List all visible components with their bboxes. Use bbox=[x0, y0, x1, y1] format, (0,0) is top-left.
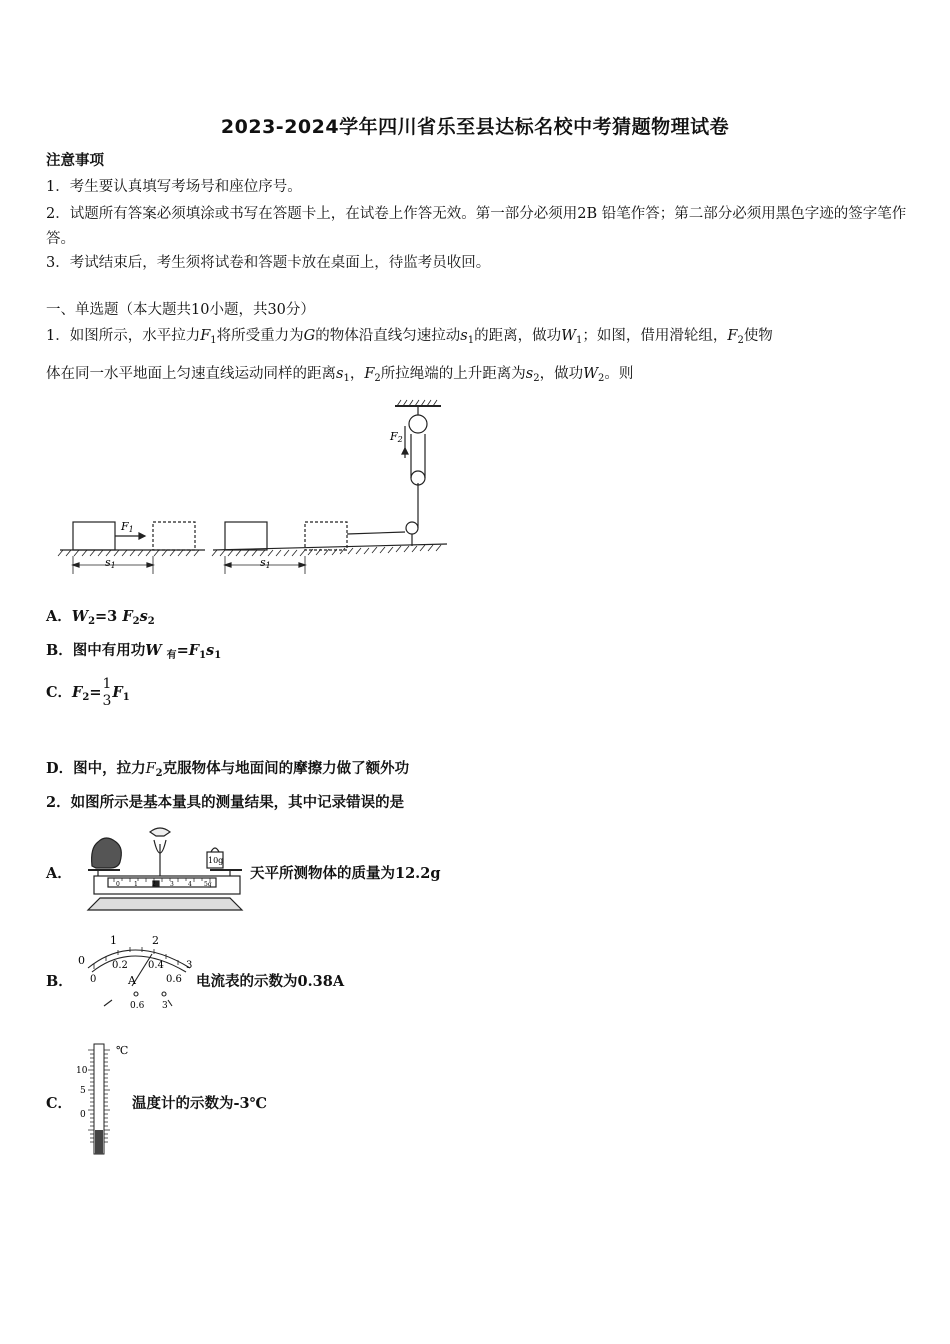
svg-text:4: 4 bbox=[188, 881, 192, 888]
svg-text:A: A bbox=[128, 974, 136, 987]
q1-movable-pulley bbox=[411, 471, 425, 485]
svg-text:10: 10 bbox=[76, 1066, 88, 1076]
svg-text:5: 5 bbox=[80, 1086, 86, 1096]
notice-item-2: 2．试题所有答案必须填涂或书写在答题卡上，在试卷上作答无效。第一部分必须用2B 铅笔作答；第二部分必须用黑色字迹的签字笔作答。 bbox=[46, 206, 907, 247]
svg-text:0.6: 0.6 bbox=[166, 974, 182, 985]
q1-option-d[interactable]: D．图中，拉力$F_2$克服物体与地面间的摩擦力做了额外功 bbox=[46, 760, 410, 779]
svg-text:1: 1 bbox=[134, 881, 138, 888]
svg-text:10g: 10g bbox=[208, 856, 224, 865]
svg-text:2: 2 bbox=[152, 881, 156, 888]
notice-item-3: 3．考试结束后，考生须将试卷和答题卡放在桌面上，待监考员收回。 bbox=[46, 255, 491, 271]
svg-text:5g: 5g bbox=[204, 881, 212, 888]
q1-label-F2: F2 bbox=[390, 430, 403, 444]
q1-label-s1-left: s1 bbox=[105, 556, 116, 570]
thermometer-figure bbox=[74, 1040, 134, 1158]
svg-text:0: 0 bbox=[116, 881, 120, 888]
section-heading: 一、单选题（本大题共10小题，共30分） bbox=[46, 302, 315, 318]
svg-text:3: 3 bbox=[170, 881, 174, 888]
q2-option-c-label[interactable]: C． bbox=[46, 1095, 73, 1112]
rock bbox=[92, 838, 122, 868]
svg-text:0: 0 bbox=[78, 954, 85, 967]
svg-text:℃: ℃ bbox=[116, 1044, 129, 1057]
svg-text:3: 3 bbox=[186, 960, 193, 971]
q2-option-b-label[interactable]: B． bbox=[46, 973, 73, 990]
q2-option-b-text: 电流表的示数为0.38A bbox=[196, 973, 345, 990]
notice-heading: 注意事项 bbox=[46, 152, 104, 169]
q1-option-a[interactable]: A．$W_2=3$ $F_2s_2$ bbox=[46, 608, 155, 627]
page-title: 2023-2024学年四川省乐至县达标名校中考猜题物理试卷 bbox=[220, 116, 730, 138]
q1-figure bbox=[55, 398, 455, 578]
q2-option-c-text: 温度计的示数为-3℃ bbox=[132, 1095, 267, 1112]
q1-fixed-pulley bbox=[409, 415, 427, 433]
svg-text:0.2: 0.2 bbox=[112, 960, 128, 971]
svg-text:2: 2 bbox=[152, 934, 159, 947]
q1-number: 1． bbox=[46, 328, 70, 344]
q1-option-c[interactable]: C．$F_2=$ 1 3 $F_1$ bbox=[46, 676, 130, 709]
q1-label-F1: F1 bbox=[121, 520, 134, 534]
q1-text-line2: 体在同一水平地面上匀速直线运动同样的距离$s_1$，$F_2$所拉绳端的上升距离为$s_2$，做功$W_2$。则 bbox=[46, 366, 634, 384]
q1-option-b[interactable]: B．图中有用功W $_有=F_1s_1$ bbox=[46, 642, 222, 661]
notice-item-1: 1．考生要认真填写考场号和座位序号。 bbox=[46, 179, 302, 195]
q1-label-s1-right: s1 bbox=[260, 556, 271, 570]
ammeter-figure bbox=[72, 928, 197, 1013]
q2-option-a-label[interactable]: A． bbox=[46, 865, 72, 882]
q1-block-left-dashed bbox=[153, 522, 195, 550]
q1-block-right bbox=[225, 522, 267, 550]
svg-text:0.6: 0.6 bbox=[130, 1001, 145, 1011]
q2-text: 2．如图所示是基本量具的测量结果，其中记录错误的是 bbox=[46, 794, 405, 811]
svg-text:0.4: 0.4 bbox=[148, 960, 164, 971]
q1-fraction: 1 3 bbox=[102, 676, 112, 709]
q1-block-right-dashed bbox=[305, 522, 347, 550]
q2-option-a-text: 天平所测物体的质量为12.2g bbox=[250, 865, 441, 882]
q1-block-left bbox=[73, 522, 115, 550]
balance-figure bbox=[80, 826, 250, 912]
svg-text:0: 0 bbox=[80, 1110, 86, 1120]
svg-text:3: 3 bbox=[162, 1001, 168, 1011]
q1-text-line1: 1．如图所示，水平拉力$F_1$将所受重力为G的物体沿直线匀速拉动$s_1$的距离，做功$W_1$；如图，借用滑轮组，$F_2$使物 bbox=[46, 328, 773, 346]
svg-text:0: 0 bbox=[90, 974, 97, 985]
svg-text:1: 1 bbox=[110, 934, 117, 947]
thermometer-liquid bbox=[95, 1130, 103, 1154]
